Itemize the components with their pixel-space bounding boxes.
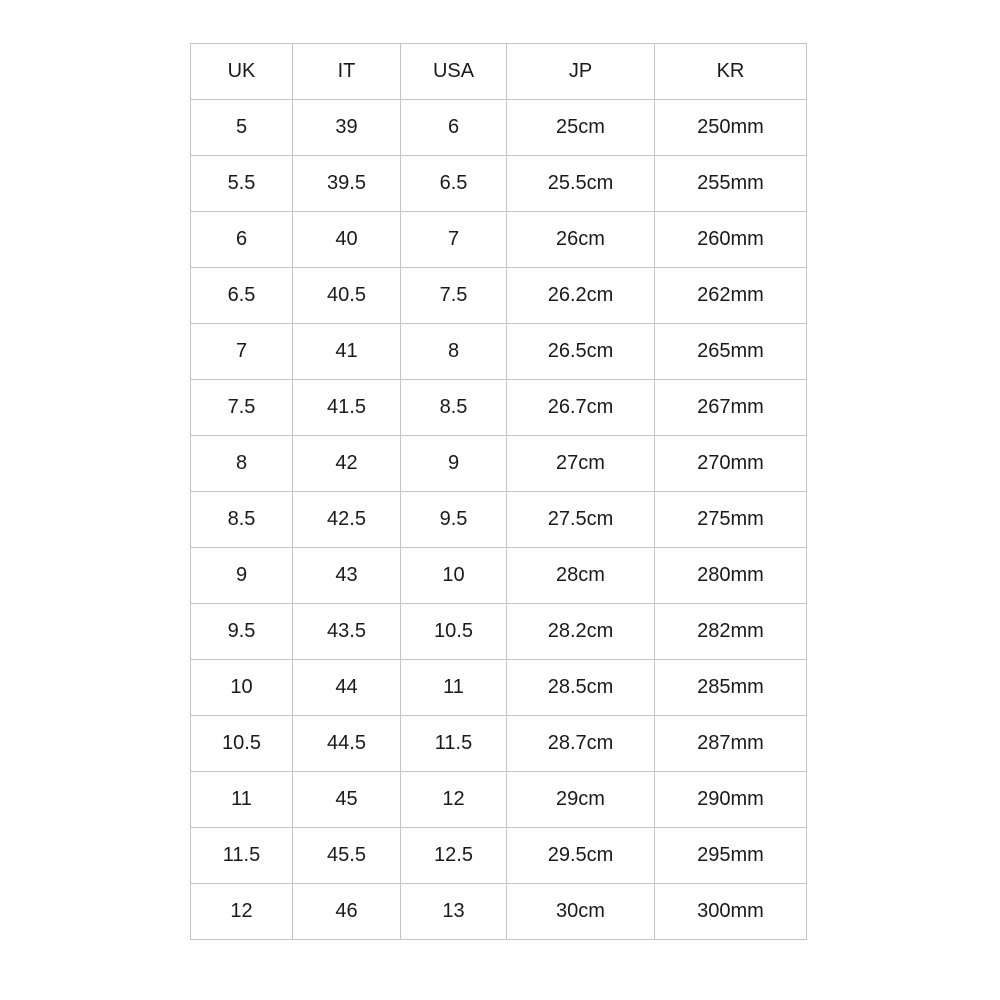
cell-uk: 5 bbox=[191, 100, 293, 156]
cell-kr: 300mm bbox=[655, 884, 807, 940]
cell-usa: 9.5 bbox=[401, 492, 507, 548]
table-row bbox=[191, 884, 807, 940]
cell-kr: 280mm bbox=[655, 548, 807, 604]
table-row bbox=[191, 436, 807, 492]
cell-it: 41 bbox=[293, 324, 401, 380]
cell-uk: 7.5 bbox=[191, 380, 293, 436]
column-header-uk: UK bbox=[191, 44, 293, 100]
cell-it: 41.5 bbox=[293, 380, 401, 436]
cell-it: 46 bbox=[293, 884, 401, 940]
cell-uk: 9.5 bbox=[191, 604, 293, 660]
cell-usa: 10.5 bbox=[401, 604, 507, 660]
cell-kr: 265mm bbox=[655, 324, 807, 380]
table-row bbox=[191, 212, 807, 268]
cell-it: 45 bbox=[293, 772, 401, 828]
cell-kr: 290mm bbox=[655, 772, 807, 828]
table-row bbox=[191, 716, 807, 772]
cell-jp: 26.2cm bbox=[507, 268, 655, 324]
table-header-row bbox=[191, 44, 807, 100]
cell-usa: 13 bbox=[401, 884, 507, 940]
cell-jp: 25.5cm bbox=[507, 156, 655, 212]
cell-usa: 11 bbox=[401, 660, 507, 716]
cell-kr: 262mm bbox=[655, 268, 807, 324]
cell-it: 43.5 bbox=[293, 604, 401, 660]
cell-jp: 28.5cm bbox=[507, 660, 655, 716]
table-row bbox=[191, 660, 807, 716]
cell-uk: 9 bbox=[191, 548, 293, 604]
cell-it: 44 bbox=[293, 660, 401, 716]
table-body bbox=[191, 100, 807, 940]
table-row bbox=[191, 100, 807, 156]
cell-it: 44.5 bbox=[293, 716, 401, 772]
cell-usa: 7.5 bbox=[401, 268, 507, 324]
table-row bbox=[191, 828, 807, 884]
column-header-kr: KR bbox=[655, 44, 807, 100]
table-row bbox=[191, 604, 807, 660]
cell-uk: 5.5 bbox=[191, 156, 293, 212]
cell-usa: 6 bbox=[401, 100, 507, 156]
cell-jp: 26.7cm bbox=[507, 380, 655, 436]
size-conversion-table bbox=[190, 43, 807, 940]
cell-uk: 8 bbox=[191, 436, 293, 492]
cell-kr: 260mm bbox=[655, 212, 807, 268]
cell-kr: 270mm bbox=[655, 436, 807, 492]
cell-usa: 12 bbox=[401, 772, 507, 828]
cell-uk: 11 bbox=[191, 772, 293, 828]
cell-jp: 27cm bbox=[507, 436, 655, 492]
cell-uk: 10.5 bbox=[191, 716, 293, 772]
cell-it: 45.5 bbox=[293, 828, 401, 884]
cell-usa: 8 bbox=[401, 324, 507, 380]
cell-kr: 275mm bbox=[655, 492, 807, 548]
cell-it: 42.5 bbox=[293, 492, 401, 548]
cell-jp: 27.5cm bbox=[507, 492, 655, 548]
cell-it: 39 bbox=[293, 100, 401, 156]
table-row bbox=[191, 772, 807, 828]
cell-kr: 282mm bbox=[655, 604, 807, 660]
column-header-usa: USA bbox=[401, 44, 507, 100]
cell-usa: 8.5 bbox=[401, 380, 507, 436]
cell-usa: 10 bbox=[401, 548, 507, 604]
cell-usa: 9 bbox=[401, 436, 507, 492]
cell-uk: 11.5 bbox=[191, 828, 293, 884]
table-row bbox=[191, 548, 807, 604]
cell-usa: 12.5 bbox=[401, 828, 507, 884]
cell-it: 43 bbox=[293, 548, 401, 604]
cell-it: 40 bbox=[293, 212, 401, 268]
cell-jp: 29.5cm bbox=[507, 828, 655, 884]
cell-uk: 6.5 bbox=[191, 268, 293, 324]
table-row bbox=[191, 324, 807, 380]
table-row bbox=[191, 380, 807, 436]
table-row bbox=[191, 268, 807, 324]
cell-kr: 287mm bbox=[655, 716, 807, 772]
column-header-jp: JP bbox=[507, 44, 655, 100]
cell-it: 40.5 bbox=[293, 268, 401, 324]
cell-uk: 8.5 bbox=[191, 492, 293, 548]
cell-kr: 285mm bbox=[655, 660, 807, 716]
cell-kr: 267mm bbox=[655, 380, 807, 436]
cell-uk: 10 bbox=[191, 660, 293, 716]
table-row bbox=[191, 156, 807, 212]
cell-it: 42 bbox=[293, 436, 401, 492]
table-row bbox=[191, 492, 807, 548]
cell-it: 39.5 bbox=[293, 156, 401, 212]
cell-usa: 7 bbox=[401, 212, 507, 268]
cell-jp: 28.7cm bbox=[507, 716, 655, 772]
cell-uk: 12 bbox=[191, 884, 293, 940]
cell-kr: 255mm bbox=[655, 156, 807, 212]
cell-uk: 6 bbox=[191, 212, 293, 268]
cell-usa: 11.5 bbox=[401, 716, 507, 772]
cell-jp: 29cm bbox=[507, 772, 655, 828]
cell-kr: 295mm bbox=[655, 828, 807, 884]
cell-uk: 7 bbox=[191, 324, 293, 380]
column-header-it: IT bbox=[293, 44, 401, 100]
cell-kr: 250mm bbox=[655, 100, 807, 156]
cell-jp: 25cm bbox=[507, 100, 655, 156]
cell-jp: 28cm bbox=[507, 548, 655, 604]
cell-jp: 28.2cm bbox=[507, 604, 655, 660]
cell-usa: 6.5 bbox=[401, 156, 507, 212]
cell-jp: 30cm bbox=[507, 884, 655, 940]
cell-jp: 26cm bbox=[507, 212, 655, 268]
cell-jp: 26.5cm bbox=[507, 324, 655, 380]
